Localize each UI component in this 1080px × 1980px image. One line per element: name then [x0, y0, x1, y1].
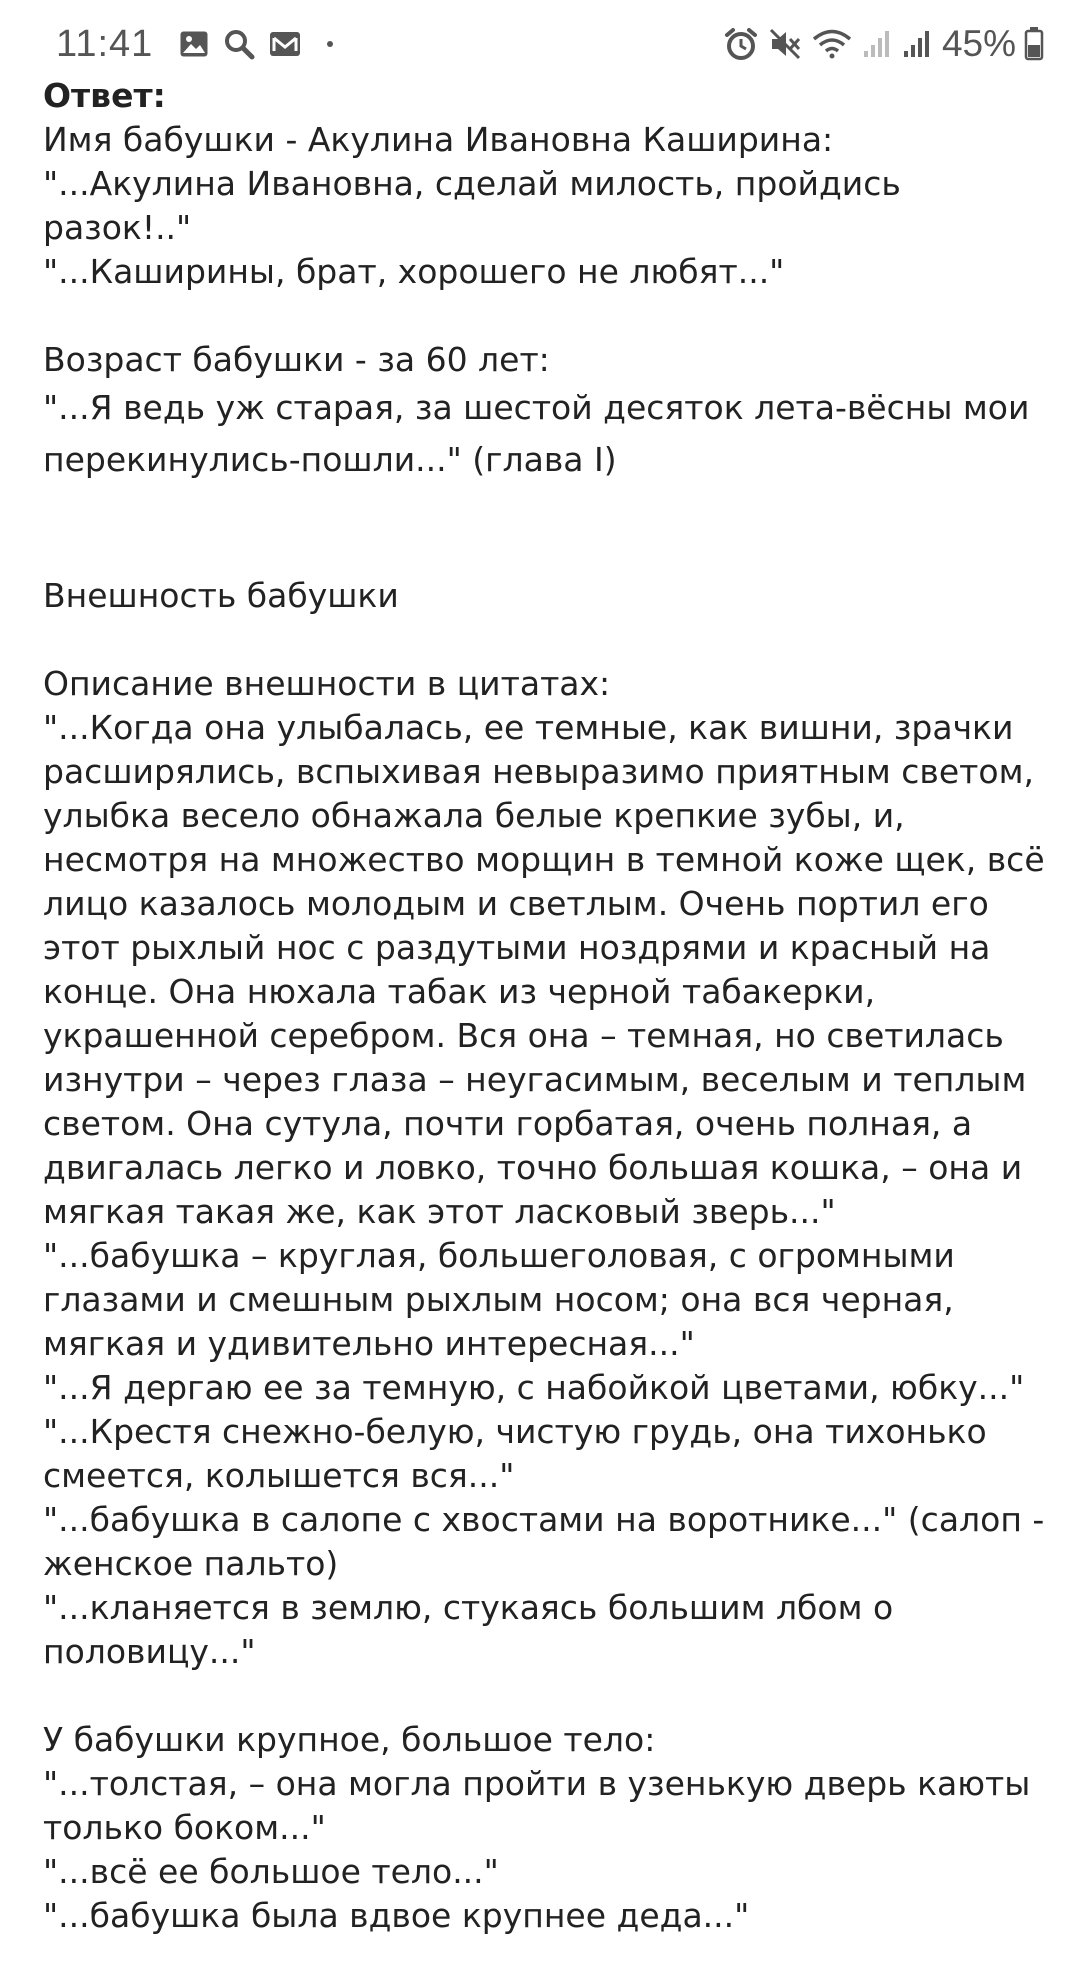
spacer: [43, 1674, 1053, 1718]
status-time: 11:41: [56, 22, 154, 65]
dot-icon: [327, 41, 333, 47]
quote: "...толстая, – она могла пройти в узенькую дверь каюты только боком...": [43, 1764, 1031, 1847]
quote: "...бабушка – круглая, большеголовая, с огромными глазами и смешным рыхлым носом; она вся черная, мягкая и удивительно интересная...": [43, 1236, 955, 1363]
quote: "...Крестя снежно-белую, чистую грудь, она тихонько смеется, колышется вся...": [43, 1412, 987, 1495]
grandmother-age: Возраст бабушки - за 60 лет:: [43, 340, 550, 379]
body-size-title: У бабушки крупное, большое тело:: [43, 1720, 656, 1759]
quote: "...Акулина Ивановна, сделай милость, пройдись разок!..": [43, 164, 901, 247]
status-right: [724, 23, 1054, 65]
quote: "...бабушка была вдвое крупнее деда...": [43, 1896, 750, 1935]
quote: "...Я ведь уж старая, за шестой десяток лета-вёсны мои перекинулись-пошли..." (глава I): [43, 388, 1030, 479]
quote: "...Каширины, брат, хорошего не любят...": [43, 252, 785, 291]
mail-icon: [269, 31, 301, 57]
quote: "...Я дергаю ее за темную, с набойкой цветами, юбку...": [43, 1368, 1025, 1407]
grandmother-name: Имя бабушки - Акулина Ивановна Каширина:: [43, 120, 834, 159]
quote: "...кланяется в землю, стукаясь большим лбом о половицу...": [43, 1588, 894, 1671]
status-left: [56, 23, 333, 66]
quote: "...Когда она улыбалась, ее темные, как вишни, зрачки расширялись, вспыхивая невыразимо приятным светом, улыбка весело обнажала белые крепкие зубы, и, несмотря на множество морщин в темной коже щек, всё лицо казалось молодым и светлым. Очень портил его этот рыхлый нос с раздутыми ноздрями и красный на конце. Она нюхала табак из черной табакерки, украшенной серебром. Вся она – темная, но светилась изнутри – через глаза – неугасимым, веселым и теплым светом. Она сутула, почти горбатая, очень полная, а двигалась легко и ловко, точно большая кошка, – она и мягкая такая же, как этот ласковый зверь...": [43, 708, 1045, 1231]
wifi-icon: [812, 28, 852, 60]
appearance-heading: Внешность бабушки: [43, 576, 399, 615]
answer-content: [43, 74, 1053, 1938]
quote: "...всё ее большое тело...": [43, 1852, 499, 1891]
spacer: [43, 486, 1053, 574]
image-icon: [179, 30, 209, 58]
answer-label: Ответ:: [43, 76, 166, 115]
signal-icon: [902, 29, 932, 59]
mute-icon: [768, 27, 802, 61]
spacer: [43, 618, 1053, 662]
spacer: [43, 294, 1053, 338]
appearance-quotes-title: Описание внешности в цитатах:: [43, 664, 611, 703]
signal-icon: [862, 29, 892, 59]
search-icon: [223, 28, 255, 60]
quote: "...бабушка в салопе с хвостами на воротнике..." (салоп - женское пальто): [43, 1500, 1045, 1583]
battery-icon: [1024, 27, 1044, 61]
battery-percent: 45%: [941, 23, 1016, 64]
alarm-icon: [724, 27, 758, 61]
